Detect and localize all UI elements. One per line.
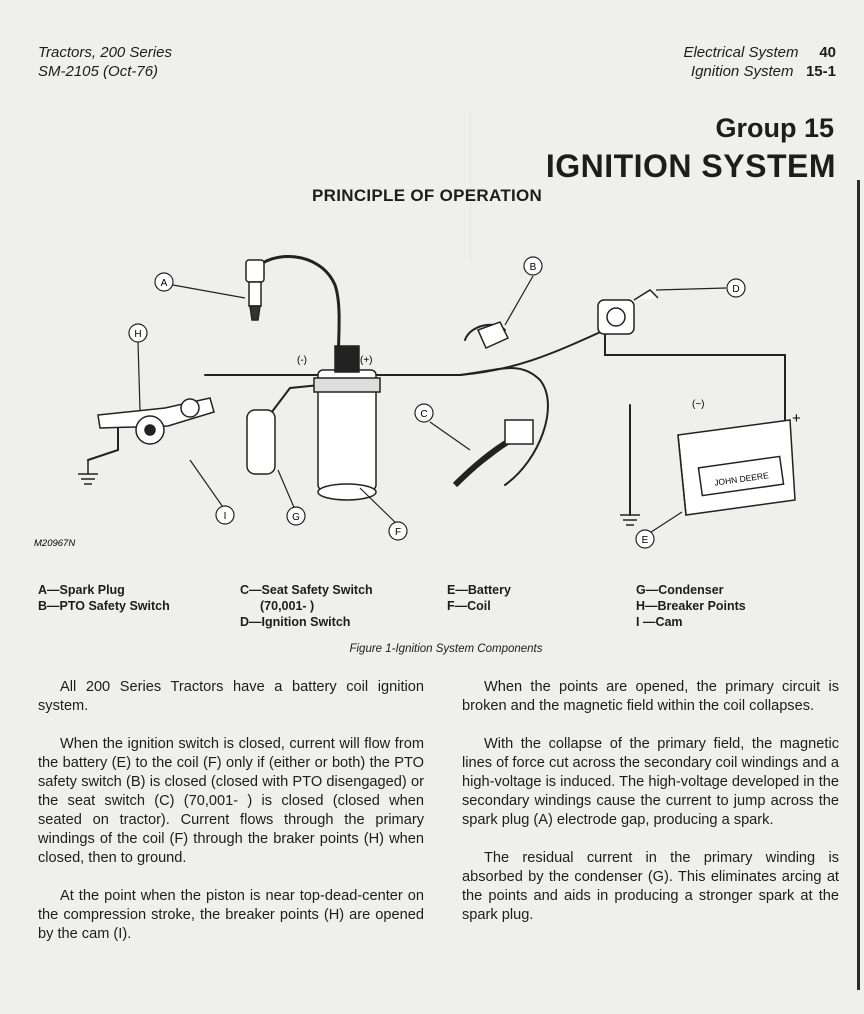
paragraph: At the point when the piston is near top-dead-center on the compression stroke, the breaker points (H) are opened by the cam (I). (38, 888, 424, 942)
callout-d: D (732, 284, 740, 295)
battery (678, 420, 795, 515)
battery-pos-wire (605, 330, 785, 430)
system-title: IGNITION SYSTEM (545, 148, 836, 184)
legend-item: H—Breaker Points (636, 599, 746, 613)
callout-e: E (641, 535, 649, 546)
ground-symbol-left (78, 460, 98, 484)
callout-h: H (134, 329, 142, 340)
legend-item: E—Battery (447, 583, 511, 597)
ground-symbol-right (620, 515, 640, 525)
battery-brand: JOHN DEERE (713, 470, 770, 488)
legend-item: (70,001- ) (260, 599, 315, 613)
plug-wire (255, 256, 339, 370)
group-title: Group 15 (715, 113, 834, 143)
subsection-name: Ignition System (690, 63, 794, 80)
legend-item: I —Cam (636, 615, 683, 629)
paragraph: When the points are opened, the primary circuit is broken and the magnetic field within the coil collapses. (462, 679, 839, 714)
spark-plug (246, 260, 264, 320)
figure-id: M20967N (34, 538, 76, 549)
callout-b: B (529, 262, 537, 273)
legend-item: B—PTO Safety Switch (38, 599, 170, 613)
paragraph: When the ignition switch is closed, current will flow from the battery (E) to the coil (F) only if (either or both) the PTO safety switch (B) is closed (closed with PTO disengaged) or the seat switch (C) (70,001- ) is closed (closed when seated on tractor). Current flows through the primary windings of the coil (F) through the braker points (H) when closed, then to ground. (38, 736, 424, 866)
legend-column-2 (240, 582, 373, 630)
page-number: 15-1 (805, 63, 836, 80)
section-number: 40 (819, 44, 836, 61)
manual-title: Tractors, 200 Series (38, 44, 172, 61)
figure-caption: Figure 1-Ignition System Components (349, 643, 543, 655)
callout-a: A (160, 278, 168, 289)
callout-f: F (394, 527, 402, 538)
legend-column-4 (636, 582, 746, 630)
callout-g: G (292, 512, 300, 523)
header-right (683, 43, 836, 81)
manual-number: SM-2105 (Oct-76) (38, 63, 159, 80)
callout-i: I (223, 511, 227, 522)
section-name: Electrical System (683, 44, 799, 61)
legend-column-1 (38, 582, 170, 614)
seat-switch (455, 420, 533, 485)
body-right-column (462, 678, 839, 925)
legend-item: D—Ignition Switch (240, 615, 351, 629)
ignition-coil (314, 346, 380, 500)
battery-plus-label: + (792, 410, 801, 427)
paragraph: The residual current in the primary winding is absorbed by the condenser (G). This eliminates arcing at the points and aids in producing a stronger spark at the spark plug. (462, 850, 839, 923)
legend-column-3 (447, 582, 511, 614)
body-left-column (38, 678, 424, 944)
coil-minus-label: (-) (297, 355, 307, 366)
legend-item: C—Seat Safety Switch (240, 583, 373, 597)
battery-minus-label: (−) (692, 399, 705, 410)
callout-c: C (420, 409, 428, 420)
breaker-points (98, 398, 214, 444)
coil-plus-label: (+) (360, 355, 373, 366)
legend-item: G—Condenser (636, 583, 724, 597)
legend-item: F—Coil (447, 599, 491, 613)
paragraph: With the collapse of the primary field, the magnetic lines of force cut across the secondary coil windings and a high-voltage is induced. The high-voltage developed in the secondary windings cause the current to jump across the spark plug (A) electrode gap, producing a spark. (462, 736, 840, 828)
ignition-diagram (0, 230, 864, 575)
paragraph: All 200 Series Tractors have a battery coil ignition system. (38, 679, 424, 714)
ignition-switch (598, 290, 658, 334)
legend-item: A—Spark Plug (38, 583, 125, 597)
header-left (38, 43, 172, 81)
condenser (247, 410, 275, 474)
section-heading: PRINCIPLE OF OPERATION (312, 186, 543, 205)
